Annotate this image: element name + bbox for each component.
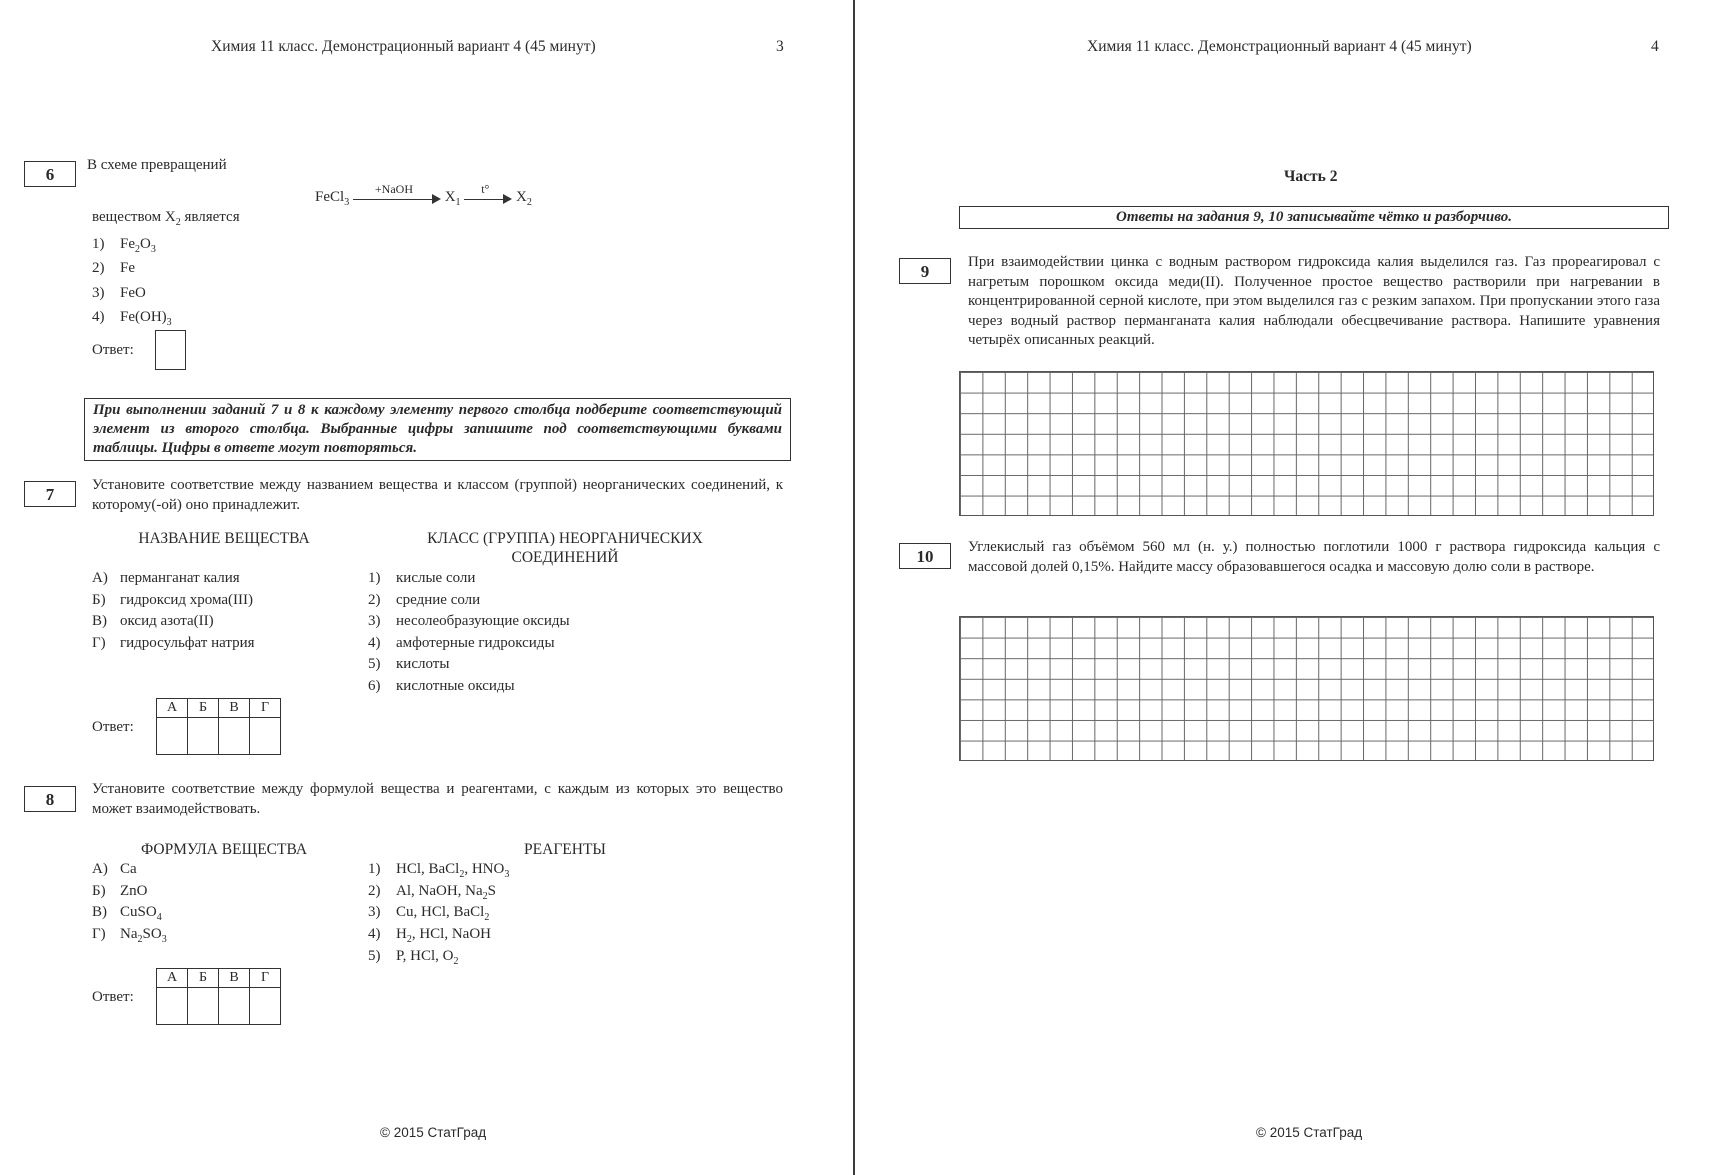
task8-text: Установите соответствие между формулой вещества и реагентами, с каждым из которых это вещество может взаимодействовать.	[92, 781, 783, 817]
page-number: 4	[1651, 38, 1659, 55]
answer-col-header: А	[157, 969, 188, 988]
page-left	[0, 0, 854, 1175]
task-number-9: 9	[899, 258, 951, 284]
task6-answer-box[interactable]	[155, 330, 186, 370]
answer-cell[interactable]	[157, 718, 188, 755]
instructions-note: При выполнении заданий 7 и 8 к каждому элементу первого столбца подберите соответствующий элемент из второго столбца. Выбранные цифры запишите под соответствующими буквами таблицы. Цифры в ответе могут повторяться.	[84, 398, 791, 461]
answer-cell[interactable]	[188, 988, 219, 1025]
list-item: 1) кислые соли	[368, 570, 476, 586]
task6-question: веществом $X_2$ является	[92, 209, 240, 228]
page-footer: © 2015 СтатГрад	[1256, 1125, 1363, 1140]
list-item: Г) гидросульфат натрия	[92, 635, 255, 651]
answer-col-header: Б	[188, 699, 219, 718]
transformation-scheme: FeCl$_3$ +NaOH $X_1$ t° $X_2$	[315, 181, 532, 208]
page-header: Химия 11 класс. Демонстрационный вариант 4 (45 минут)	[211, 38, 596, 55]
answer-cell[interactable]	[219, 988, 250, 1025]
column-heading: КЛАСС (ГРУППА) НЕОРГАНИЧЕСКИХ СОЕДИНЕНИЙ	[427, 530, 703, 566]
task7-answer-table	[156, 698, 281, 755]
list-item: 2) средние соли	[368, 592, 481, 608]
task9-answer-grid[interactable]	[959, 371, 1654, 516]
list-item: 1) HCl, BaCl$_2$, $HNO_3$	[368, 861, 510, 880]
page-number: 3	[776, 38, 784, 55]
answer-label: Ответ:	[92, 719, 134, 735]
list-item: 4) амфотерные гидроксиды	[368, 635, 555, 651]
answer-col-header: В	[219, 699, 250, 718]
page-footer: © 2015 СтатГрад	[380, 1125, 487, 1140]
answer-col-header: Г	[250, 699, 281, 718]
list-item: 3) несолеобразующие оксиды	[368, 613, 570, 629]
list-item: В) оксид азота(II)	[92, 613, 214, 629]
list-item: 4) $H_2$, HCl, NaOH	[368, 926, 492, 945]
list-item: Г) $Na_2SO_3$	[92, 926, 167, 945]
arrow-icon: +NaOH	[353, 190, 441, 206]
task8-answer-table	[156, 968, 281, 1025]
task6-intro: В схеме превращений	[87, 157, 227, 173]
task6-option: 3) FeO	[92, 285, 146, 301]
answer-cell[interactable]	[219, 718, 250, 755]
list-item: 3) Cu, HCl, BaCl$_2$	[368, 904, 490, 923]
list-item: 5) P, HCl, $O_2$	[368, 948, 459, 967]
task10-answer-grid[interactable]	[959, 616, 1654, 761]
task6-option: 1) $Fe_2O_3$	[92, 236, 156, 255]
task6-option: 4) $Fe(OH)_3$	[92, 309, 172, 328]
answer-cell[interactable]	[250, 988, 281, 1025]
page-divider	[853, 0, 855, 1175]
list-item: 6) кислотные оксиды	[368, 678, 515, 694]
answer-col-header: Г	[250, 969, 281, 988]
answer-col-header: А	[157, 699, 188, 718]
column-heading: РЕАГЕНТЫ	[524, 841, 606, 858]
column-heading: ФОРМУЛА ВЕЩЕСТВА	[140, 841, 308, 858]
list-item: 5) кислоты	[368, 656, 450, 672]
answer-label: Ответ:	[92, 989, 134, 1005]
task7-text: Установите соответствие между названием вещества и классом (группой) неорганических соединений, к которому(-ой) оно принадлежит.	[92, 477, 783, 513]
answer-col-header: В	[219, 969, 250, 988]
arrow-icon: t°	[464, 190, 512, 206]
list-item: 2) Al, NaOH, $Na_2S$	[368, 883, 496, 902]
list-item: Б) гидроксид хрома(III)	[92, 592, 254, 608]
list-item: Б) ZnO	[92, 883, 148, 899]
task-number-10: 10	[899, 543, 951, 569]
instruction-banner: Ответы на задания 9, 10 записывайте чётко и разборчиво.	[959, 206, 1669, 229]
task-number-7: 7	[24, 481, 76, 507]
list-item: В) CuSO$_4$	[92, 904, 162, 923]
page-header: Химия 11 класс. Демонстрационный вариант 4 (45 минут)	[1087, 38, 1472, 55]
answer-col-header: Б	[188, 969, 219, 988]
column-heading: НАЗВАНИЕ ВЕЩЕСТВА	[138, 530, 310, 547]
task9-text: При взаимодействии цинка с водным раствором гидроксида калия выделился газ. Газ прореагировал с нагретым порошком оксида меди(II). Полученное простое вещество растворили при нагревании в концентрированной серной кислоте, при этом выделился газ с резким запахом. При пропускании этого газа через водный раствор перманганата калия наблюдали обесцвечивание раствора. Напишите уравнения четырёх описанных реакций.	[968, 254, 1660, 348]
answer-cell[interactable]	[250, 718, 281, 755]
task-number-6: 6	[24, 161, 76, 187]
page-right	[856, 0, 1710, 1175]
answer-cell[interactable]	[188, 718, 219, 755]
answer-cell[interactable]	[157, 988, 188, 1025]
part-title: Часть 2	[1284, 168, 1338, 185]
list-item: А) перманганат калия	[92, 570, 240, 586]
answer-label: Ответ:	[92, 342, 134, 358]
list-item: А) Ca	[92, 861, 137, 877]
task10-text: Углекислый газ объёмом 560 мл (н. у.) полностью поглотили 1000 г раствора гидроксида кальция с массовой долей 0,15%. Найдите массу образовавшегося осадка и массовую долю соли в растворе.	[968, 539, 1660, 575]
task-number-8: 8	[24, 786, 76, 812]
task6-option: 2) Fe	[92, 260, 135, 276]
